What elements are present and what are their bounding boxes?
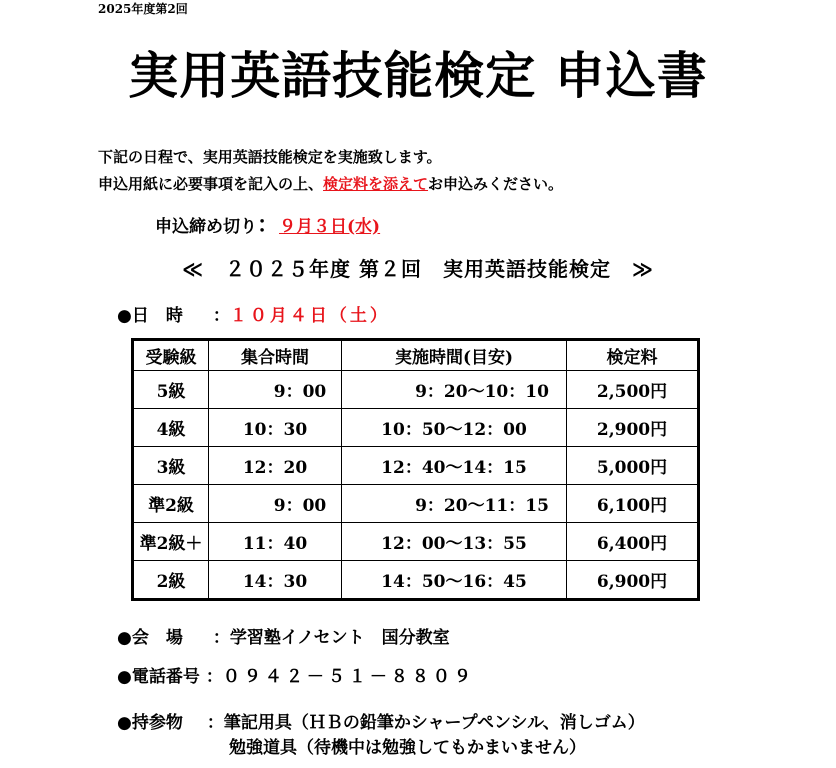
session-label: 2025年度第2回 <box>98 2 188 16</box>
date-colon: ： <box>212 306 230 326</box>
cell-fee: 2,500円 <box>567 371 699 409</box>
phone-label: ●電話番号 <box>117 667 200 687</box>
cell-run: 10：50～12：00 <box>342 409 567 447</box>
venue-value: 学習塾イノセント 国分教室 <box>229 628 450 648</box>
header-gather-time: 集合時間 <box>209 340 342 371</box>
cell-run: 12：40～14：15 <box>342 447 567 485</box>
items-line-1: 筆記用具（ＨＢの鉛筆かシャープペンシル、消しゴム） <box>223 713 645 733</box>
table-header-row <box>133 340 699 371</box>
date-value: １０月４日（土） <box>229 306 390 326</box>
items-line-2: 勉強道具（待機中は勉強してもかまいません） <box>229 738 586 758</box>
header-fee: 検定料 <box>567 340 699 371</box>
intro-line-2 <box>98 173 563 194</box>
schedule-table <box>131 338 700 601</box>
intro-line-2-before: 申込用紙に必要事項を記入の上、 <box>98 175 324 193</box>
table-row <box>133 409 699 447</box>
cell-fee: 6,100円 <box>567 485 699 523</box>
venue-label: ●会 場 <box>117 628 183 648</box>
deadline-label: 申込締め切り <box>155 217 257 237</box>
phone-colon: ： <box>205 667 223 687</box>
cell-fee: 6,400円 <box>567 523 699 561</box>
items-row <box>117 708 645 733</box>
cell-grade: 2級 <box>133 561 209 600</box>
cell-gather: 9：00 <box>209 371 342 409</box>
table-row <box>133 485 699 523</box>
items-label: ●持参物 <box>117 713 183 733</box>
cell-fee: 6,900円 <box>567 561 699 600</box>
table-row <box>133 523 699 561</box>
cell-run: 9：20～10：10 <box>342 371 567 409</box>
cell-fee: 5,000円 <box>567 447 699 485</box>
cell-run: 9：20～11：15 <box>342 485 567 523</box>
cell-run: 12：00～13：55 <box>342 523 567 561</box>
table-row <box>133 371 699 409</box>
cell-gather: 11：40 <box>209 523 342 561</box>
intro-line-1: 下記の日程で、実用英語技能検定を実施致します。 <box>98 148 442 166</box>
cell-grade: 5級 <box>133 371 209 409</box>
phone-value: ０９４２－５１－８８０９ <box>222 667 475 687</box>
cell-gather: 9：00 <box>209 485 342 523</box>
cell-gather: 10：30 <box>209 409 342 447</box>
table-row <box>133 561 699 600</box>
cell-gather: 14：30 <box>209 561 342 600</box>
cell-fee: 2,900円 <box>567 409 699 447</box>
venue-row <box>117 623 450 648</box>
deadline <box>155 208 380 239</box>
exam-heading: ≪ ２０２５年度 第２回 実用英語技能検定 ≫ <box>182 257 654 281</box>
items-colon: ： <box>206 713 224 733</box>
cell-grade: 4級 <box>133 409 209 447</box>
page-title: 実用英語技能検定 申込書 <box>128 47 708 105</box>
date-row <box>117 301 390 326</box>
intro-fee-highlight: 検定料を添えて <box>323 175 429 193</box>
intro-line-2-after: お申込みください。 <box>428 175 564 193</box>
deadline-value: ９月３日(水) <box>279 217 381 237</box>
cell-grade: 準2級 <box>133 485 209 523</box>
cell-grade: 準2級＋ <box>133 523 209 561</box>
date-label: ●日 時 <box>117 306 183 326</box>
header-run-time: 実施時間(目安) <box>342 340 567 371</box>
cell-run: 14：50～16：45 <box>342 561 567 600</box>
phone-row <box>117 662 475 687</box>
deadline-colon: ： <box>257 212 280 238</box>
cell-grade: 3級 <box>133 447 209 485</box>
table-row <box>133 447 699 485</box>
venue-colon: ： <box>212 628 230 648</box>
cell-gather: 12：20 <box>209 447 342 485</box>
header-grade: 受験級 <box>133 340 209 371</box>
